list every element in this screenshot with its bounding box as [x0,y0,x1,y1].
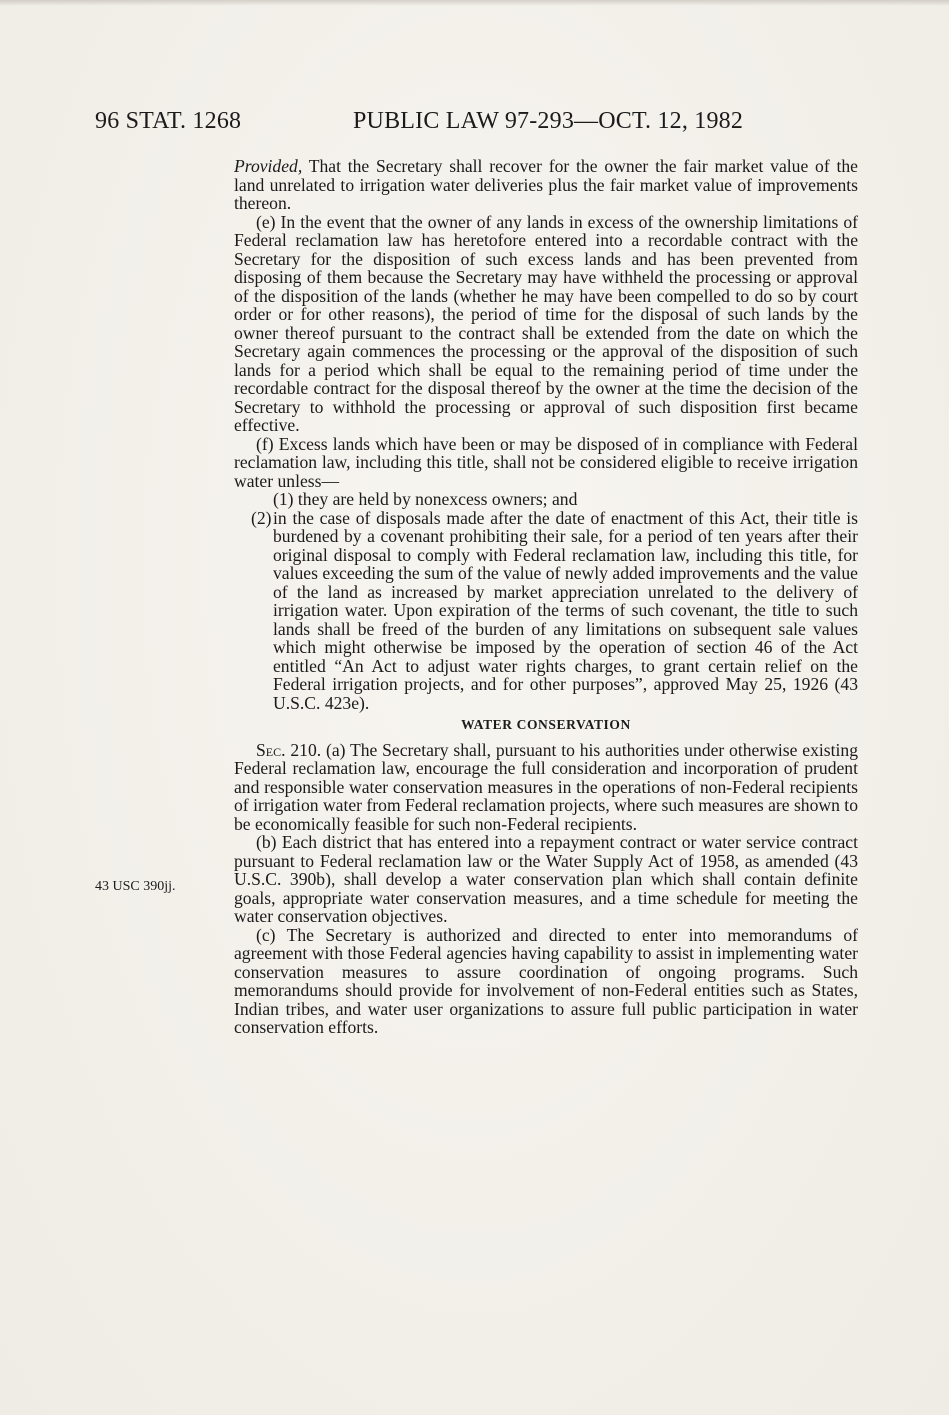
subsection-f: (f) Excess lands which have been or may be disposed of in compliance with Federal reclamation law, including this title, shall not be considered eligible to receive irrigation water unless— [234,433,858,491]
margin-citation: 43 USC 390jj. [95,879,176,894]
list-item-1-text: (1) they are held by nonexcess owners; and [273,489,578,509]
top-edge-shadow [0,0,949,6]
document-body [234,157,858,1037]
section-210-a-text: 210. (a) The Secretary shall, pursuant to his authorities under otherwise existing Federal reclamation law, encourage the full consideration and incorporation of prudent and responsible water conservation measures in the operations of non-Federal recipients of irrigation water from Federal reclamation projects, where such measures are shown to be economically feasible for such non-Federal recipients. [234,739,858,834]
section-210-c: (c) The Secretary is authorized and directed to enter into memorandums of agreement with those Federal agencies having capability to assist in implementing water conservation measures to assure coordination of ongoing programs. Such memorandums should provide for involvement of non-Federal entities such as States, Indian tribes, and water user organizations to assure full public participation in water conservation efforts. [234,924,858,1037]
section-heading: WATER CONSERVATION [461,717,631,732]
list-item-2-number: (2) [251,507,272,528]
section-210-b: (b) Each district that has entered into a repayment contract or water service contract pursuant to Federal reclamation law or the Water Supply Act of 1958, as amended (43 U.S.C. 390b), shall develop a water conservation plan which shall contain definite goals, appropriate water conservation measures, and a time schedule for meeting the water conservation objectives. [234,832,858,926]
list-item-2-text: in the case of disposals made after the date of enactment of this Act, their title is burdened by a covenant prohibiting their sale, for a period of ten years after their original disposal to comply with Federal reclamation law, including this title, for values exceeding the sum of the value of newly added improvements and the value of the land as increased by market appreciation unrelated to the delivery of irrigation water. Upon expiration of the terms of such covenant, the title to such lands shall be freed of the burden of any limitations on subsequent sale values which might otherwise be imposed by the operation of section 46 of the Act entitled “An Act to adjust water rights charges, to grant certain relief on the Federal irrigation projects, and for other purposes”, approved May 25, 1926 (43 U.S.C. 423e). [273,507,858,713]
proviso-paragraph [234,157,858,213]
section-label: Sec. [256,739,286,760]
statute-citation: 96 STAT. 1268 [95,108,242,134]
proviso-text: That the Secretary shall recover for the owner the fair market value of the land unrelated to irrigation water deliveries plus the fair market value of improvements thereon. [234,156,858,213]
section-210-a [234,741,858,834]
page-title: PUBLIC LAW 97-293—OCT. 12, 1982 [353,108,744,134]
list-item-1 [234,490,858,509]
subsection-e: (e) In the event that the owner of any lands in excess of the ownership limitations of Federal reclamation law has heretofore entered into a recordable contract with the Secretary for the disposition of such excess lands and has been prevented from disposing of them because the Secretary may have withheld the processing or approval of the disposition of the lands (whether he may have been compelled to do so by court order or for other reasons), the period of time for the disposal of such lands by the owner thereof pursuant to the contract shall be extended from the date on which the Secretary again commences the processing or the approval of the disposition of such lands for a period which shall be equal to the remaining period of time under the recordable contract for the disposal thereof by the owner at the time the decision of the Secretary to withhold the processing or approval of such disposition first became effective. [234,211,858,435]
proviso-lead: Provided, [234,156,303,176]
list-item-2 [234,509,858,713]
